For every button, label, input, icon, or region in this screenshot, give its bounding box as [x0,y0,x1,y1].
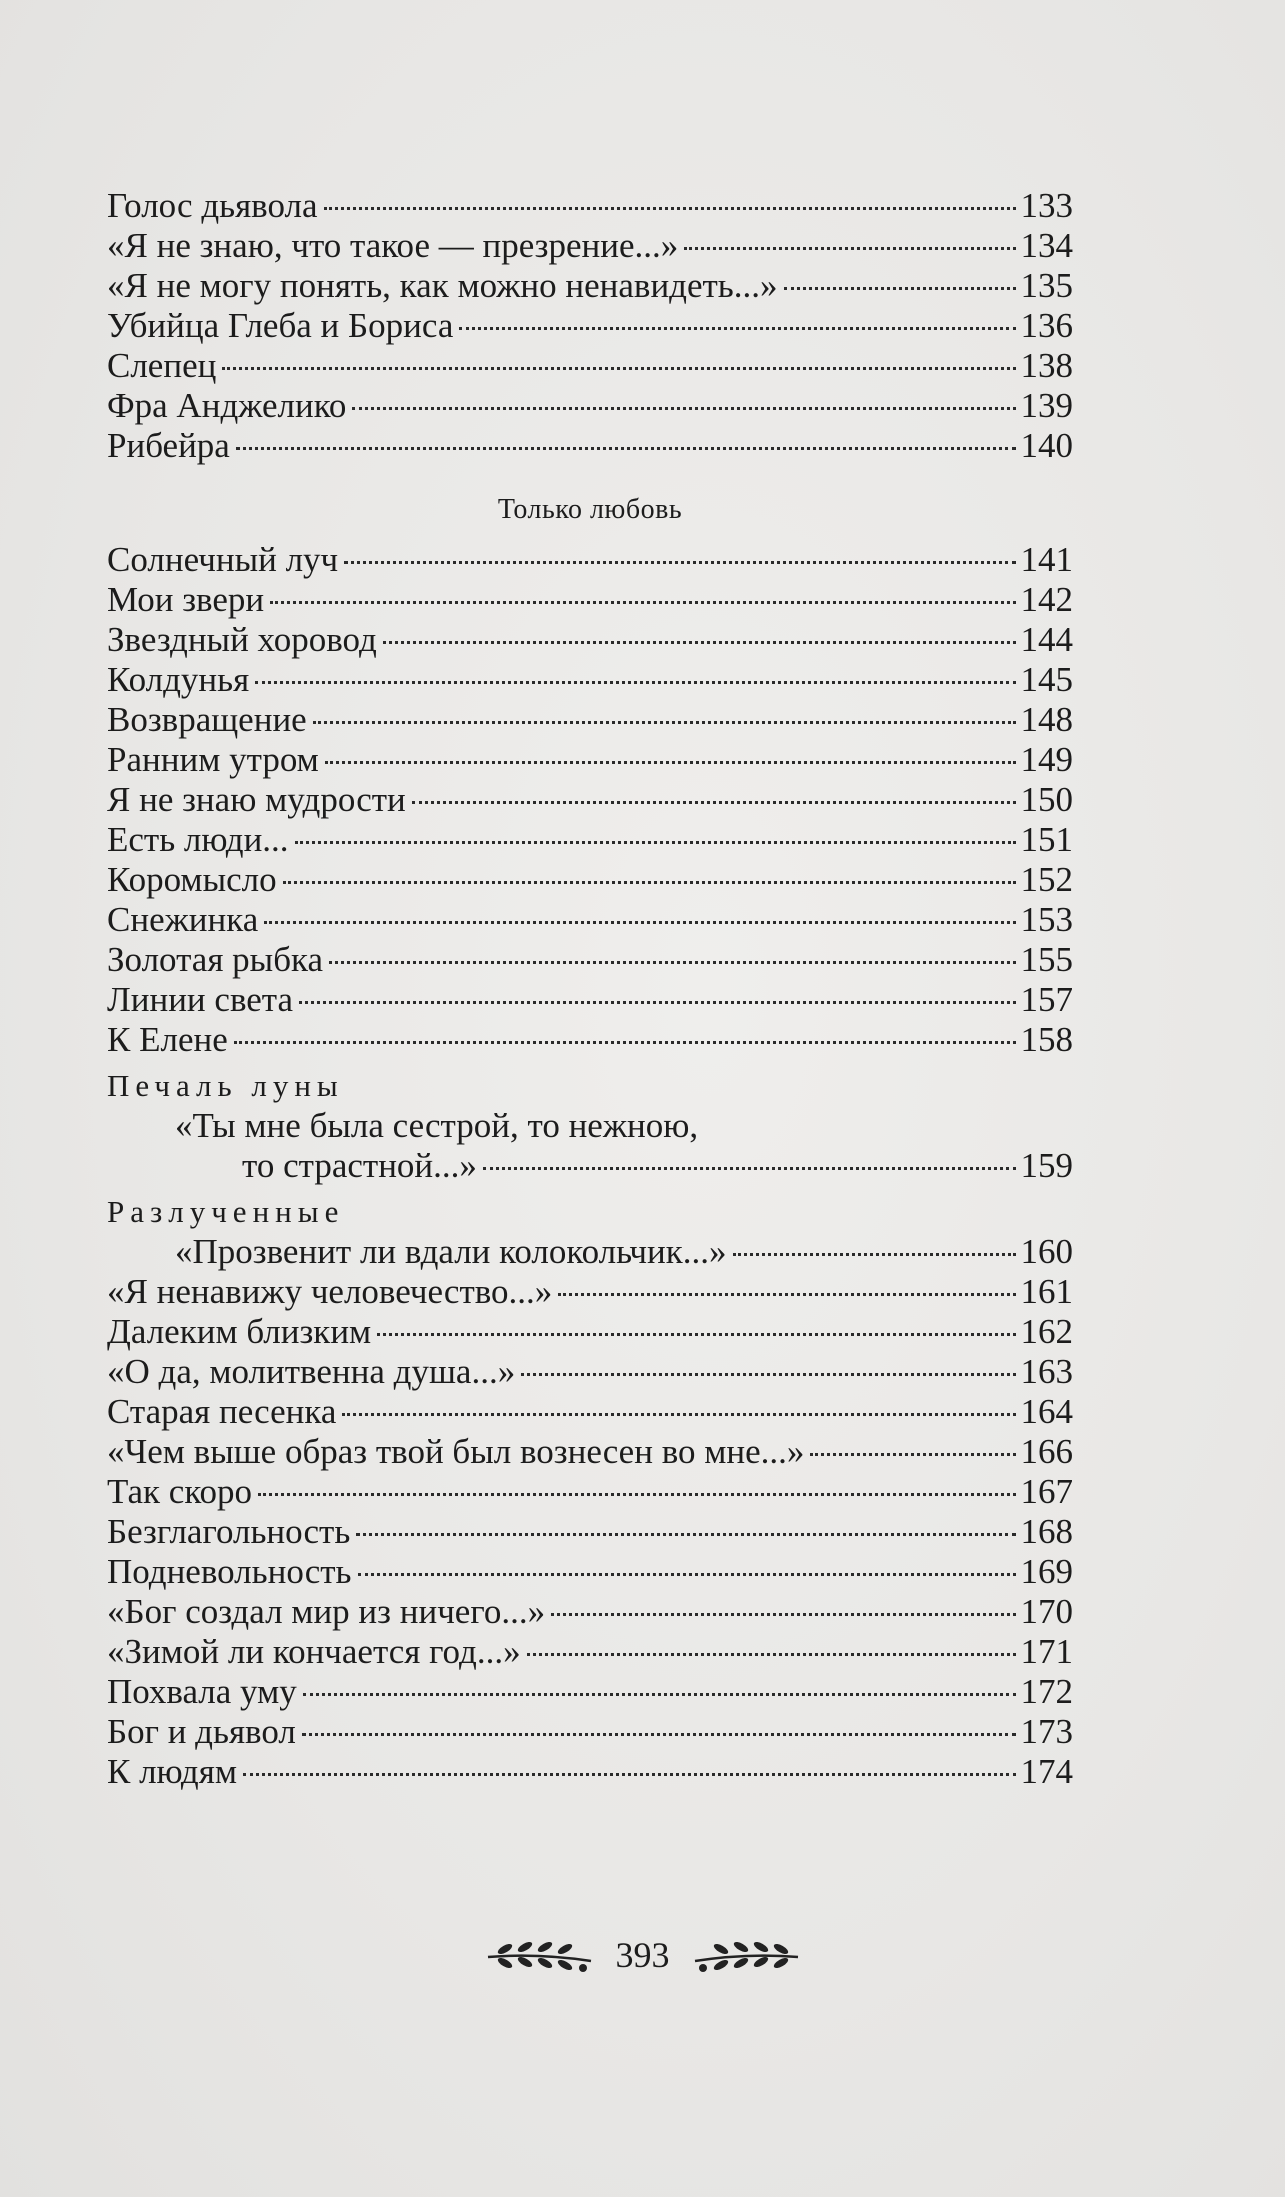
dot-leader [459,327,1015,330]
dot-leader [810,1453,1015,1456]
toc-entry-title: Безглагольность [107,1512,351,1551]
toc-entry-title: Я не знаю мудрости [107,780,406,819]
dot-leader [684,247,1015,250]
dot-leader [295,841,1016,844]
toc-entry-title: то страстной...» [242,1146,477,1185]
toc-entry-page: 174 [1020,1752,1073,1791]
toc-entry-page: 164 [1020,1392,1073,1431]
toc-section-3 [107,1272,1073,1792]
toc-entry [107,226,1073,266]
toc-entry [107,620,1073,660]
dot-leader [344,561,1015,564]
toc-entry [107,1312,1073,1352]
toc-entry [107,940,1073,980]
toc-section-2 [107,540,1073,1060]
toc-entry [107,346,1073,386]
toc-entry-page: 133 [1020,186,1073,225]
toc-entry [107,1472,1073,1512]
toc-entry-page: 135 [1020,266,1073,305]
laurel-branch-icon [688,1935,803,1975]
toc-entry-page: 151 [1020,820,1073,859]
toc-entry-page: 167 [1020,1472,1073,1511]
dot-leader [527,1653,1016,1656]
toc-entry-title: К Елене [107,1020,228,1059]
toc-entry-page: 141 [1020,540,1073,579]
toc-entry [107,266,1073,306]
dot-leader [784,287,1016,290]
dot-leader [383,641,1016,644]
toc-entry-title: Снежинка [107,900,259,939]
group-heading-moon: Печаль луны [107,1068,344,1103]
toc-entry-title: Есть люди... [107,820,289,859]
dot-leader [733,1253,1016,1256]
toc-entry-title: Голос дьявола [107,186,318,225]
toc-entry-page: 152 [1020,860,1073,899]
toc-entry [107,1592,1073,1632]
toc-entry-page: 148 [1020,700,1073,739]
toc-entry-title: «Я не знаю, что такое — презрение...» [107,226,679,265]
toc-entry-title: Солнечный луч [107,540,339,579]
dot-leader [551,1613,1015,1616]
section-heading-only-love: Только любовь [497,494,683,525]
toc-entry-title: Убийца Глеба и Бориса [107,306,454,345]
toc-entry-title: «О да, молитвенна душа...» [107,1352,516,1391]
toc-entry [107,1272,1073,1312]
toc-entry [107,540,1073,580]
dot-leader [558,1293,1015,1296]
toc-entry [107,1672,1073,1712]
page-footer [0,1925,1285,1985]
group-heading-separated: Разлученные [107,1194,345,1229]
dot-leader [342,1413,1015,1416]
toc-entry-page: 163 [1020,1352,1073,1391]
toc-entry-moon [107,1146,1073,1186]
toc-entry-page: 169 [1020,1552,1073,1591]
toc-entry-page: 138 [1020,346,1073,385]
toc-entry-page: 171 [1020,1632,1073,1671]
toc-entry [107,1752,1073,1792]
toc-entry-page: 150 [1020,780,1073,819]
toc-entry-page: 153 [1020,900,1073,939]
toc-entry-page: 155 [1020,940,1073,979]
dot-leader [299,1001,1015,1004]
toc-entry [107,900,1073,940]
dot-leader [352,407,1015,410]
toc-entry [107,186,1073,226]
toc-entry-title: Рибейра [107,426,230,465]
toc-entry [107,580,1073,620]
toc-entry-title: Коромысло [107,860,277,899]
dot-leader [270,601,1015,604]
dot-leader [236,447,1016,450]
toc-entry-title: «Я ненавижу человечество...» [107,1272,553,1311]
toc-entry-title: «Бог создал мир из ничего...» [107,1592,546,1631]
toc-entry-title: Колдунья [107,660,250,699]
toc-entry-title: Подневольность [107,1552,352,1591]
toc-entry-page: 161 [1020,1272,1073,1311]
toc-entry-page: 170 [1020,1592,1073,1631]
toc-entry-title: Далеким близким [107,1312,372,1351]
toc-entry [107,820,1073,860]
dot-leader [313,721,1016,724]
toc-entry [107,1352,1073,1392]
toc-entry [107,740,1073,780]
toc-entry-moon-line1: «Ты мне была сестрой, то нежною, [175,1106,699,1145]
toc-entry [107,306,1073,346]
toc-entry [107,1392,1073,1432]
dot-leader [283,881,1016,884]
toc-entry [107,660,1073,700]
toc-entry [107,1552,1073,1592]
toc-section-1 [107,186,1073,466]
toc-entry-page: 172 [1020,1672,1073,1711]
dot-leader [356,1533,1015,1536]
toc-entry-title: Возвращение [107,700,307,739]
toc-entry-title: Ранним утром [107,740,319,779]
dot-leader [324,207,1016,210]
toc-entry-page: 142 [1020,580,1073,619]
dot-leader [234,1041,1016,1044]
toc-entry-title: Слепец [107,346,217,385]
toc-entry [107,780,1073,820]
toc-entry-page: 136 [1020,306,1073,345]
toc-entry-page: 173 [1020,1712,1073,1751]
page-number: 393 [615,1935,670,1975]
dot-leader [483,1167,1016,1170]
table-of-contents [107,186,1073,1792]
dot-leader [377,1333,1015,1336]
toc-entry [107,1232,1073,1272]
toc-entry [107,386,1073,426]
toc-entry-title: Похвала уму [107,1672,297,1711]
toc-entry-page: 140 [1020,426,1073,465]
dot-leader [303,1693,1016,1696]
toc-entry-page: 144 [1020,620,1073,659]
toc-entry-title: Старая песенка [107,1392,337,1431]
toc-entry-title: Так скоро [107,1472,253,1511]
toc-entry-title: «Я не могу понять, как можно ненавидеть...» [107,266,778,305]
dot-leader [302,1733,1016,1736]
toc-entry-title: К людям [107,1752,237,1791]
toc-entry [107,1512,1073,1552]
toc-entry-title: «Зимой ли кончается год...» [107,1632,521,1671]
toc-entry-title: Бог и дьявол [107,1712,296,1751]
toc-entry-title: «Чем выше образ твой был вознесен во мне...» [107,1432,805,1471]
toc-entry [107,1712,1073,1752]
toc-entry-title: Золотая рыбка [107,940,324,979]
toc-entry-page: 149 [1020,740,1073,779]
dot-leader [255,681,1015,684]
toc-entry [107,980,1073,1020]
dot-leader [222,367,1015,370]
dot-leader [264,921,1015,924]
dot-leader [325,761,1016,764]
toc-entry-page: 145 [1020,660,1073,699]
dot-leader [412,801,1016,804]
toc-entry-page: 162 [1020,1312,1073,1351]
toc-entry [107,1632,1073,1672]
toc-entry-page: 159 [1020,1146,1073,1185]
toc-entry [107,426,1073,466]
toc-entry-page: 157 [1020,980,1073,1019]
toc-entry-title: Звездный хоровод [107,620,377,659]
toc-entry-page: 166 [1020,1432,1073,1471]
toc-entry-title: Линии света [107,980,294,1019]
toc-entry [107,860,1073,900]
dot-leader [243,1773,1016,1776]
toc-entry-page: 134 [1020,226,1073,265]
toc-entry-title: Мои звери [107,580,265,619]
dot-leader [358,1573,1016,1576]
laurel-branch-icon [483,1935,598,1975]
dot-leader [258,1493,1015,1496]
toc-entry-title: «Прозвенит ли вдали колокольчик...» [175,1232,727,1271]
toc-entry [107,700,1073,740]
dot-leader [329,961,1015,964]
dot-leader [521,1373,1015,1376]
toc-entry [107,1020,1073,1060]
toc-entry-page: 139 [1020,386,1073,425]
toc-entry [107,1432,1073,1472]
toc-entry-page: 160 [1020,1232,1073,1271]
toc-entry-page: 158 [1020,1020,1073,1059]
toc-entry-title: Фра Анджелико [107,386,347,425]
toc-entry-page: 168 [1020,1512,1073,1551]
